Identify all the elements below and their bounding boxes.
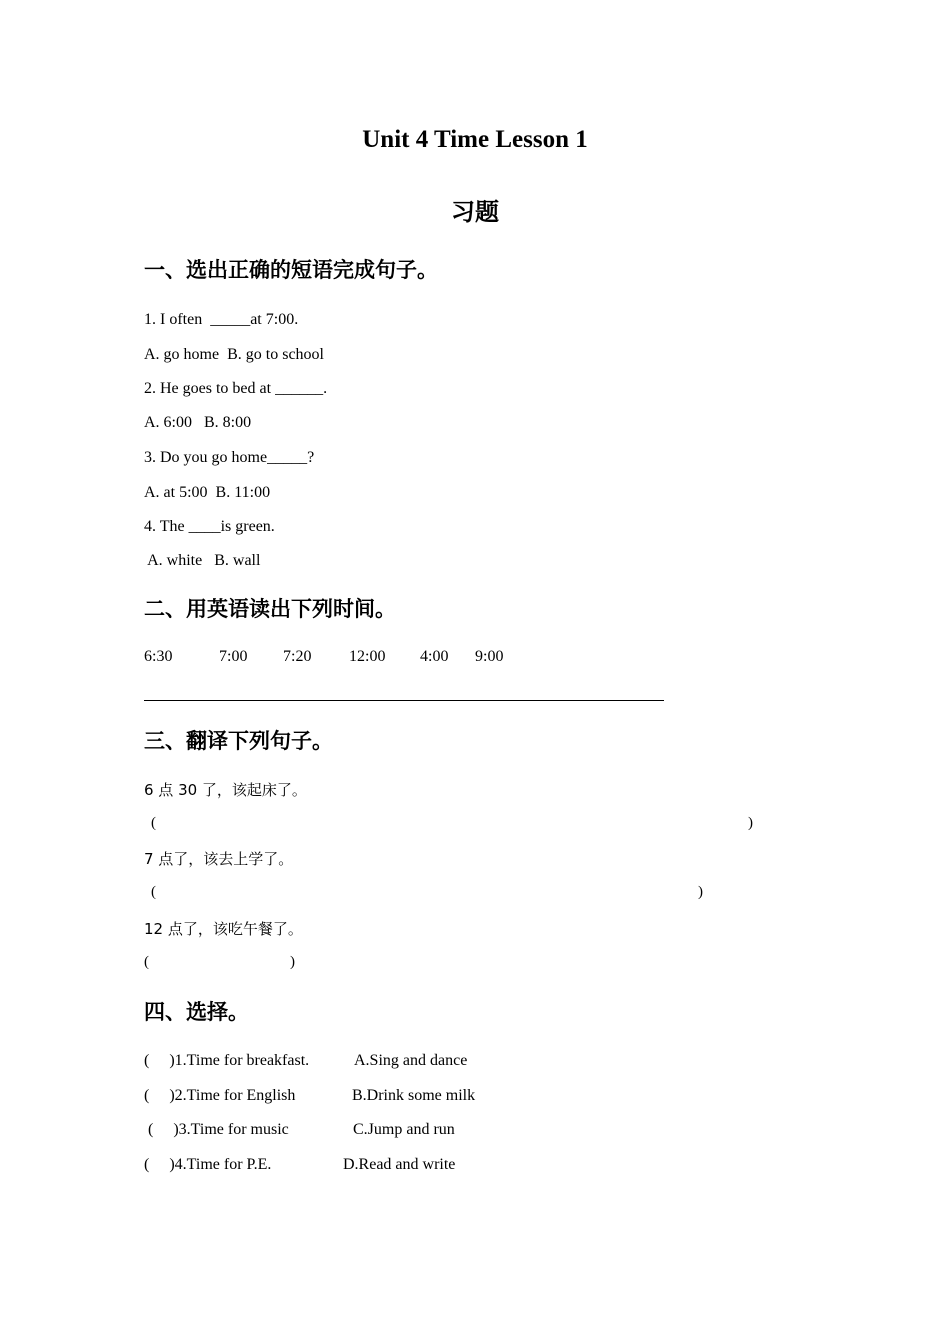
- match-right-c: C.Jump and run: [353, 1121, 455, 1138]
- match-left-2: ( )2.Time for English: [144, 1087, 296, 1104]
- match-right-a: A.Sing and dance: [354, 1052, 468, 1069]
- answer-line: [144, 700, 664, 701]
- match-left-4: ( )4.Time for P.E.: [144, 1156, 272, 1173]
- sentence-1: 6 点 30 了，该起床了。: [144, 781, 307, 799]
- question-3: 3. Do you go home_____?: [144, 449, 315, 466]
- time-item: 4:00: [420, 648, 449, 665]
- question-4: 4. The ____is green.: [144, 518, 275, 535]
- answer-open-paren: (: [151, 884, 156, 900]
- section3-heading: 三、翻译下列句子。: [144, 729, 333, 753]
- sentence-2: 7 点了，该去上学了。: [144, 850, 294, 868]
- answer-close-paren: ): [290, 954, 295, 970]
- match-left-3: ( )3.Time for music: [144, 1121, 289, 1138]
- time-item: 6:30: [144, 648, 173, 665]
- options-3: A. at 5:00 B. 11:00: [144, 484, 271, 501]
- answer-close-paren: ): [698, 884, 703, 900]
- section1-heading: 一、选出正确的短语完成句子。: [144, 258, 438, 282]
- sentence-3: 12 点了，该吃午餐了。: [144, 920, 303, 938]
- options-2: A. 6:00 B. 8:00: [144, 414, 252, 431]
- answer-open-paren: (: [144, 954, 149, 970]
- time-item: 7:00: [219, 648, 248, 665]
- match-left-1: ( )1.Time for breakfast.: [144, 1052, 310, 1069]
- section4-heading: 四、选择。: [144, 1000, 249, 1024]
- page-title: Unit 4 Time Lesson 1: [362, 126, 588, 153]
- question-2: 2. He goes to bed at ______.: [144, 380, 328, 397]
- time-item: 7:20: [283, 648, 312, 665]
- question-1: 1. I often _____at 7:00.: [144, 311, 299, 328]
- options-1: A. go home B. go to school: [144, 346, 324, 363]
- answer-open-paren: (: [151, 815, 156, 831]
- section2-heading: 二、用英语读出下列时间。: [144, 597, 396, 621]
- time-item: 9:00: [475, 648, 504, 665]
- answer-close-paren: ): [748, 815, 753, 831]
- match-right-d: D.Read and write: [343, 1156, 456, 1173]
- match-right-b: B.Drink some milk: [352, 1087, 476, 1104]
- time-item: 12:00: [349, 648, 386, 665]
- options-4: A. white B. wall: [144, 552, 261, 569]
- page-subtitle: 习题: [451, 198, 499, 226]
